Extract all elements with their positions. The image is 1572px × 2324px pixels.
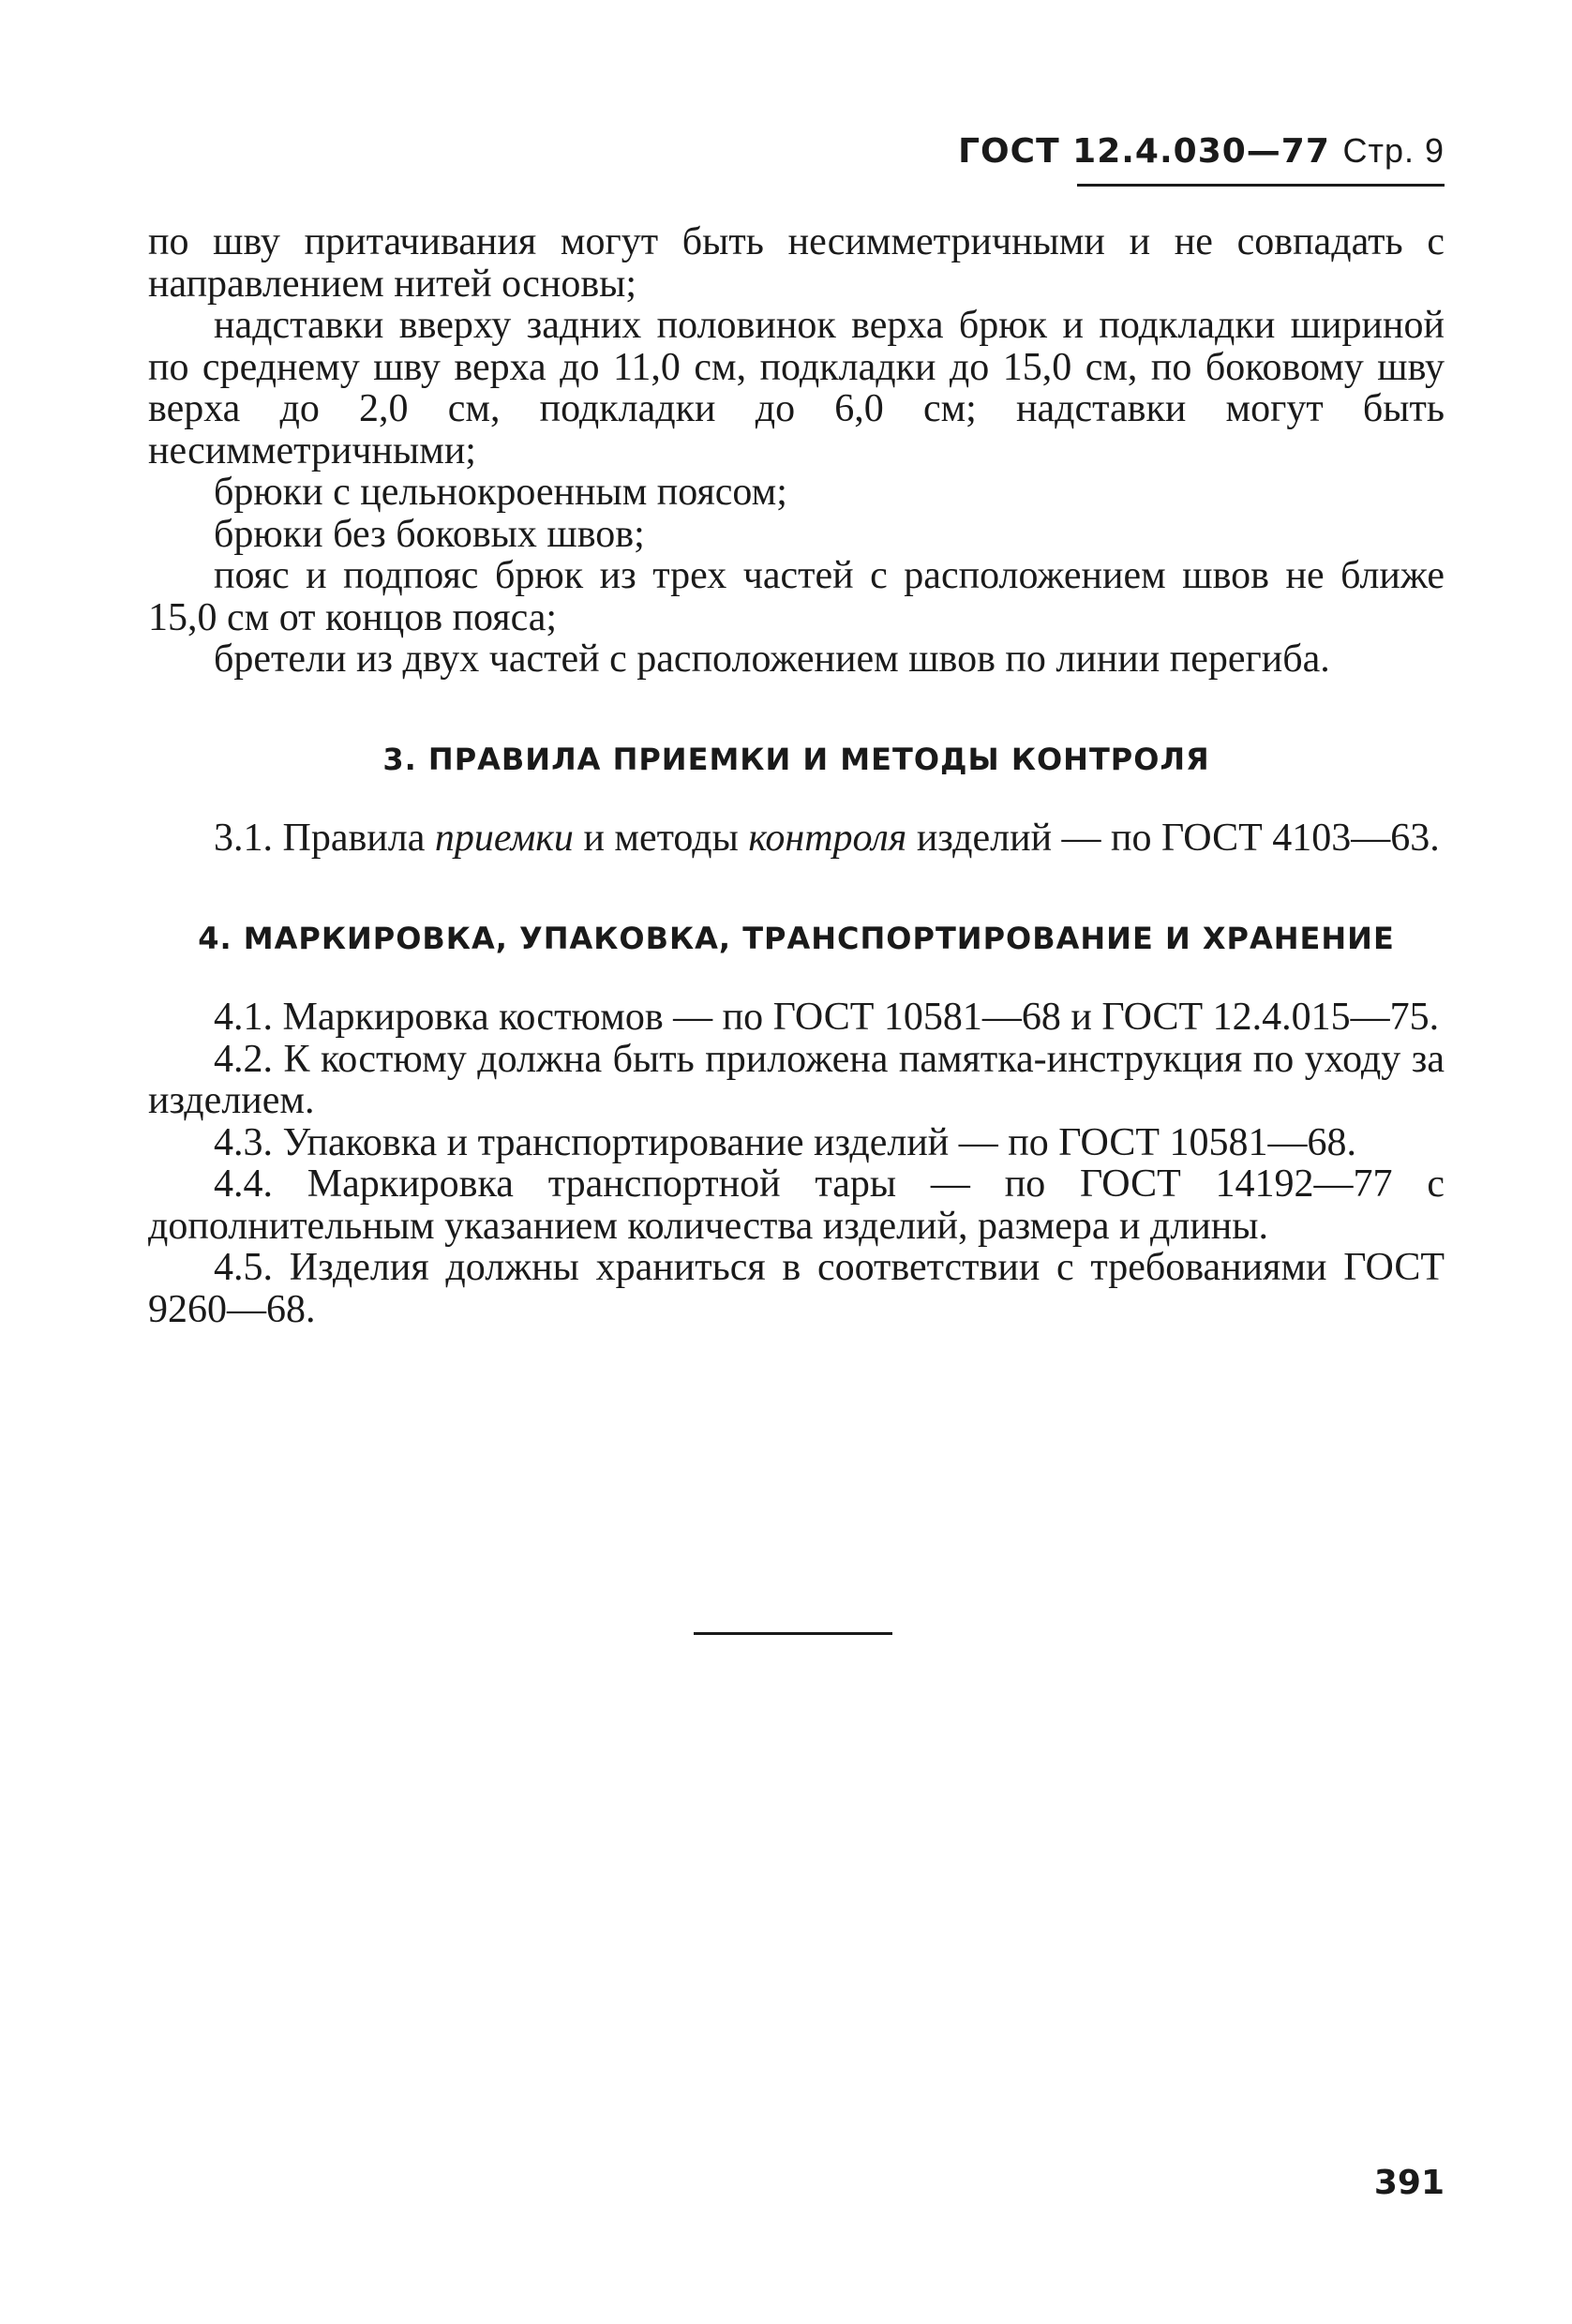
section-4-item: 4.4. Маркировка транспортной тары — по ГОСТ 14192—77 с дополнительным указанием количества изделий, размера и длины. bbox=[148, 1162, 1445, 1248]
text-run: изделий — по ГОСТ 4103—63. bbox=[906, 817, 1440, 860]
paragraph: брюки без боковых швов; bbox=[214, 512, 645, 556]
header-standard: ГОСТ 12.4.030—77 bbox=[958, 132, 1330, 171]
page-number: 391 bbox=[1373, 2164, 1445, 2202]
section-3-title: 3. ПРАВИЛА ПРИЕМКИ И МЕТОДЫ КОНТРОЛЯ bbox=[382, 741, 1210, 777]
paragraph: бретели из двух частей с расположением швов по линии перегиба. bbox=[214, 637, 1330, 681]
end-rule bbox=[694, 1632, 892, 1635]
header-rule bbox=[1077, 184, 1445, 187]
text-run: 3.1. Правила bbox=[214, 817, 435, 860]
text-run-italic: контроля bbox=[748, 817, 907, 860]
section-4-item: 4.2. К костюму должна быть приложена памятка-инструкция по уходу за изделием. bbox=[148, 1037, 1445, 1122]
section-4-item: 4.3. Упаковка и транспортирование изделий — по ГОСТ 10581—68. bbox=[214, 1120, 1357, 1164]
text-run-italic: приемки bbox=[434, 817, 574, 860]
running-header bbox=[958, 131, 1445, 171]
paragraph: пояс и подпояс брюк из трех частей с расположением швов не ближе 15,0 см от концов пояса; bbox=[148, 554, 1445, 639]
paragraph: брюки с цельнокроенным поясом; bbox=[214, 471, 787, 514]
document-page bbox=[148, 0, 1445, 2324]
section-3-paragraph bbox=[148, 817, 1445, 860]
section-4-item: 4.5. Изделия должны храниться в соответствии с требованиями ГОСТ 9260—68. bbox=[148, 1246, 1445, 1331]
paragraph: надставки вверху задних половинок верха брюк и подкладки шириной по среднему шву верха до 11,0 см, подкладки до 15,0 см, по боковому шву верха до 2,0 см, подкладки до 6,0 см; надставки могут быть несимметричными; bbox=[148, 304, 1445, 472]
header-page-label: Стр. 9 bbox=[1342, 131, 1445, 170]
section-4-title: 4. МАРКИРОВКА, УПАКОВКА, ТРАНСПОРТИРОВАНИЕ И ХРАНЕНИЕ bbox=[198, 920, 1395, 956]
paragraph: по шву притачивания могут быть несимметричными и не совпадать с направлением нитей основы; bbox=[148, 220, 1445, 306]
body-text bbox=[148, 221, 1445, 1330]
section-4-item: 4.1. Маркировка костюмов — по ГОСТ 10581—68 и ГОСТ 12.4.015—75. bbox=[214, 996, 1440, 1039]
text-run: и методы bbox=[573, 817, 749, 860]
